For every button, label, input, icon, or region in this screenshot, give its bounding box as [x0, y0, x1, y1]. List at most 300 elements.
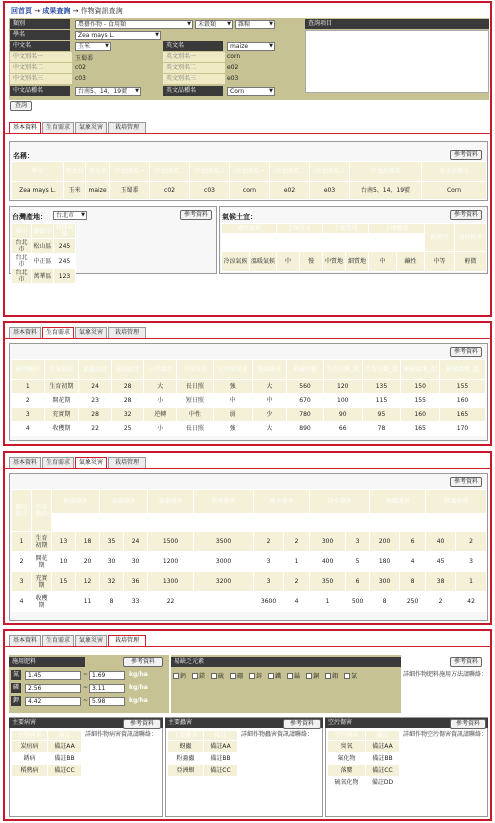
sci-name-select[interactable]: Zea mays L. ▼: [75, 31, 161, 40]
air-cell: 落塵: [328, 765, 366, 777]
weather-cell: 8: [100, 592, 124, 612]
soil-subheader: 評分: [250, 234, 277, 252]
growth-header: 生育日數_起: [323, 360, 362, 380]
names-cell: e03: [310, 182, 350, 200]
air-cell: 備註DD: [366, 777, 400, 789]
air-cell: 氟化物: [328, 753, 366, 765]
weather-cell: 35: [100, 532, 124, 552]
names-title: 名稱：: [13, 152, 34, 160]
deficiency-checkbox[interactable]: [173, 673, 179, 679]
names-header: 英文別名一: [230, 162, 270, 182]
names-header: 英文別名二: [270, 162, 310, 182]
growth-cell: 90: [323, 408, 362, 422]
area-cell: 台北市: [12, 269, 32, 284]
weather-cell: 2: [12, 552, 32, 572]
air-ref-button[interactable]: 參考資料: [450, 719, 486, 729]
tab-management[interactable]: 栽培管理: [108, 122, 146, 133]
weather-header: 焚風傷害: [426, 490, 487, 514]
area-select[interactable]: 台北市 ▼: [53, 211, 87, 220]
weather-cell: 32: [100, 572, 124, 592]
alias-en-3-value: e03: [227, 75, 239, 82]
growth-cell: 少: [252, 408, 287, 422]
tab-growth[interactable]: 生育需求: [42, 457, 74, 468]
growth-header: 最低溫度: [79, 360, 112, 380]
soil-title: 氣候土宜：: [222, 213, 257, 221]
names-cell: 台南5、14、19號: [350, 182, 422, 200]
deficiency-checkbox[interactable]: [306, 673, 312, 679]
area-header: 縣市: [12, 224, 32, 239]
weather-row: [12, 552, 487, 572]
tab-management[interactable]: 栽培管理: [108, 327, 146, 338]
pest-cell: 粉蝨蟲: [168, 753, 204, 765]
names-header: 英文品種名: [422, 162, 487, 182]
fert-k-min[interactable]: 4.42: [25, 697, 81, 706]
area-cell: 123: [54, 269, 76, 284]
fert-p-label: 磷: [13, 684, 20, 691]
growth-cell: 中: [213, 394, 252, 408]
deficiency-label: 氯: [351, 673, 358, 680]
alias-cn-3-value: c03: [75, 75, 86, 82]
weather-cell: 3500: [194, 532, 254, 552]
soil-cell: 溫暖氣候: [250, 252, 277, 272]
category-select[interactable]: 農藝作物 - 食用類 ▼: [75, 20, 193, 29]
growth-ref-button[interactable]: 參考資料: [450, 347, 482, 357]
growth-cell: 23: [79, 394, 112, 408]
weather-header: 淹水傷害: [254, 490, 310, 514]
growth-cell: 560: [287, 380, 324, 394]
fert-p-max[interactable]: 3.11: [89, 684, 125, 693]
fertilizer-title: 施用肥料: [9, 657, 85, 667]
pest-cell: 亞洲螟: [168, 765, 204, 777]
names-cell: maize: [86, 182, 110, 200]
weather-cell: 350: [310, 572, 346, 592]
alias-cn-3-label: 中文別名三: [10, 74, 72, 84]
deficiency-checkbox[interactable]: [192, 673, 198, 679]
fert-n-max[interactable]: 1.69: [89, 671, 125, 680]
weather-cell: 200: [370, 532, 400, 552]
tab-weather[interactable]: 氣象災害: [75, 635, 107, 646]
deficiency-checkbox[interactable]: [287, 673, 293, 679]
growth-cell: 逆轉: [144, 408, 177, 422]
weather-cell: 180: [370, 552, 400, 572]
alias-en-2-value: e02: [227, 64, 239, 71]
growth-cell: 165: [440, 408, 486, 422]
pest-header: 備註: [204, 731, 238, 741]
growth-cell: 28: [111, 380, 144, 394]
growth-cell: 長日照: [177, 422, 214, 436]
growth-cell: 大: [252, 380, 287, 394]
weather-cell: 36: [124, 572, 148, 592]
weather-cell: 42: [456, 592, 487, 612]
ename-select[interactable]: maize ▼: [227, 42, 275, 51]
growth-table: [11, 359, 486, 436]
weather-cell: 4: [12, 592, 32, 612]
area-ref-button[interactable]: 參考資料: [180, 210, 212, 220]
weather-cell: 3: [456, 552, 487, 572]
weather-cell: 24: [124, 532, 148, 552]
growth-header: 最高溫度: [111, 360, 144, 380]
air-cell: 臭氧: [328, 741, 366, 753]
disease-table: [11, 730, 82, 777]
weather-subheader: ≧(day): [346, 514, 370, 532]
soil-subheader: 評分: [346, 234, 369, 252]
category3-select[interactable]: 雜糧 ▼: [235, 20, 275, 29]
tab-bar-2: [5, 327, 490, 339]
area-cell: 台北市: [12, 239, 32, 254]
fert-p-unit: kg/ha: [129, 684, 148, 691]
weather-cell: [194, 592, 254, 612]
weather-cell: 1500: [148, 532, 194, 552]
deficiency-checkbox[interactable]: [211, 673, 217, 679]
deficiency-label: 鎂: [199, 673, 206, 680]
evar-label: 英文品種名: [163, 86, 223, 96]
weather-cell: 10: [52, 552, 76, 572]
weather-cell: 收穫期: [32, 592, 52, 612]
deficiency-checkbox[interactable]: [268, 673, 274, 679]
growth-cell: 115: [362, 394, 401, 408]
deficiency-checkbox[interactable]: [230, 673, 236, 679]
names-cell: e02: [270, 182, 310, 200]
breadcrumb-query-link[interactable]: 成果查詢: [42, 7, 71, 15]
weather-cell: 1200: [148, 552, 194, 572]
pest-ref-button[interactable]: 參考資料: [283, 719, 321, 729]
weather-row: [12, 572, 487, 592]
growth-cell: 32: [111, 408, 144, 422]
tab-bar-1: [5, 122, 490, 134]
area-title: 台灣產地：: [12, 213, 47, 221]
soil-subheader: 範疇: [369, 234, 397, 252]
fert-n-min[interactable]: 1.45: [25, 671, 81, 680]
soil-table: [221, 223, 487, 272]
growth-cell: 收穫期: [44, 422, 79, 436]
soil-subheader: 範疇: [323, 234, 346, 252]
area-cell: 245: [54, 254, 76, 269]
disease-title: 主要病害: [9, 718, 163, 728]
pest-cell: 備註CC: [204, 765, 238, 777]
pest-header: 主要蟲害: [168, 731, 204, 741]
disease-cell: 備註CC: [48, 765, 82, 777]
weather-cell: 3200: [194, 572, 254, 592]
weather-cell: 300: [370, 572, 400, 592]
weather-panel: [3, 451, 492, 625]
area-cell: 中正區: [32, 254, 54, 269]
pest-cell: 備註BB: [204, 753, 238, 765]
weather-cell: 6: [400, 532, 426, 552]
alias-en-2-label: 英文別名二: [163, 63, 225, 73]
weather-cell: 300: [310, 532, 346, 552]
fert-n-unit: kg/ha: [129, 671, 148, 678]
fert-n-dash: ~: [83, 671, 89, 678]
names-header: 中文名: [64, 162, 86, 182]
growth-cell: 3: [12, 408, 45, 422]
breadcrumb-current: 作物資訊查詢: [80, 7, 123, 15]
fert-k-unit: kg/ha: [129, 697, 148, 704]
weather-cell: 15: [52, 572, 76, 592]
tab-growth[interactable]: 生育需求: [42, 327, 74, 338]
growth-cell: 170: [440, 422, 486, 436]
names-cell: c02: [150, 182, 190, 200]
growth-header: 生育階段: [44, 360, 79, 380]
growth-cell: 670: [287, 394, 324, 408]
deficiency-checkbox[interactable]: [344, 673, 350, 679]
deficiency-label: 錳: [294, 673, 301, 680]
growth-header: 日夜溫差: [144, 360, 177, 380]
growth-cell: 短日照: [177, 394, 214, 408]
disease-cell: 炭疽病: [12, 741, 48, 753]
weather-header: 缺水傷害: [310, 490, 370, 514]
air-cell: 備註AA: [366, 741, 400, 753]
names-cell: 玉米: [64, 182, 86, 200]
disease-header: 主要病害: [12, 731, 48, 741]
weather-cell: 充實期: [32, 572, 52, 592]
alias-en-1-value: corn: [227, 53, 241, 60]
cname-label: 中文名: [10, 41, 70, 51]
weather-cell: 13: [52, 532, 76, 552]
weather-cell: 500: [346, 592, 370, 612]
growth-header: 累積溫度_起: [401, 360, 440, 380]
growth-cell: 100: [323, 394, 362, 408]
tab-basic[interactable]: 基本資料: [9, 635, 41, 646]
weather-cell: 2: [254, 532, 284, 552]
growth-cell: 2: [12, 394, 45, 408]
area-header: 栽種面積: [55, 224, 74, 238]
air-header: 備註: [366, 731, 400, 741]
growth-cell: 890: [287, 422, 324, 436]
soil-cell: 中: [369, 252, 397, 272]
deficiency-checkbox[interactable]: [325, 673, 331, 679]
weather-cell: 1300: [148, 572, 194, 592]
names-header: 英文名: [86, 162, 110, 182]
weather-cell: 1: [284, 552, 310, 572]
weather-cell: 2: [284, 532, 310, 552]
cvar-select[interactable]: 台南5、14、19號 ▼: [75, 87, 141, 96]
soil-cell: 中質地: [323, 252, 346, 272]
breadcrumb: [11, 6, 123, 16]
growth-cell: 中: [252, 394, 287, 408]
soil-header: 連作障害: [455, 224, 487, 252]
growth-row: [12, 422, 486, 436]
growth-cell: 78: [362, 422, 401, 436]
growth-cell: 160: [401, 408, 440, 422]
query-button[interactable]: 查詢: [10, 101, 32, 111]
growth-cell: 弱: [213, 408, 252, 422]
disease-cell: 備註AA: [48, 741, 82, 753]
weather-subheader: ≧(℃): [100, 514, 124, 532]
air-cell: 備註CC: [366, 765, 400, 777]
names-header: 中文別名一: [110, 162, 150, 182]
weather-cell: 8: [370, 592, 400, 612]
tab-weather[interactable]: 氣象災害: [75, 122, 107, 133]
pest-cell: 備註AA: [204, 741, 238, 753]
tab-basic[interactable]: 基本資料: [9, 122, 41, 133]
weather-cell: 生育初期: [32, 532, 52, 552]
category2-select[interactable]: 禾穀類 ▼: [195, 20, 233, 29]
cvar-label: 中文品種名: [10, 86, 70, 96]
weather-subheader: ≧(hr): [124, 514, 148, 532]
fertilizer-ref-button[interactable]: 參考資料: [123, 657, 163, 667]
deficiency-label: 鐵: [275, 673, 282, 680]
growth-cell: 28: [79, 408, 112, 422]
disease-ref-button[interactable]: 參考資料: [123, 719, 161, 729]
pest-cell: 蚜蟲: [168, 741, 204, 753]
query-items-box[interactable]: [305, 30, 489, 93]
area-cell: 松山區: [32, 239, 54, 254]
weather-header: 生育階段: [32, 490, 52, 532]
disease-header: 備註: [48, 731, 82, 741]
weather-cell: 2: [426, 592, 456, 612]
weather-subheader: ≧(hr): [284, 514, 310, 532]
growth-header: 生育日數_迄: [362, 360, 401, 380]
deficiency-checkbox[interactable]: [249, 673, 255, 679]
pest-note: 詳細作物蟲害資訊請聯絡：: [241, 731, 314, 738]
cname-select[interactable]: 玉米 ▼: [75, 42, 111, 51]
tab-bar-4: [5, 635, 490, 647]
weather-subheader: ≧(hr): [400, 514, 426, 532]
tab-growth[interactable]: 生育需求: [42, 635, 74, 646]
weather-cell: 3000: [194, 552, 254, 572]
weather-cell: 3: [346, 532, 370, 552]
tab-growth[interactable]: 生育需求: [42, 122, 74, 133]
weather-subheader: ≧(mm/hr): [148, 514, 194, 532]
evar-select[interactable]: Corn ▼: [227, 87, 275, 96]
growth-row: [12, 408, 486, 422]
weather-cell: 4: [284, 592, 310, 612]
weather-cell: 3: [12, 572, 32, 592]
weather-header: 階段順序: [12, 490, 32, 532]
weather-header: 低溫傷害: [52, 490, 100, 514]
deficiency-label: 鋅: [256, 673, 263, 680]
soil-cell: 鹼性: [397, 252, 425, 272]
alias-cn-2-label: 中文別名二: [10, 63, 72, 73]
pest-title: 主要蟲害: [165, 718, 323, 728]
basic-info-panel: [3, 1, 492, 317]
soil-header: 適宜氣候: [222, 224, 277, 234]
growth-cell: 強: [213, 422, 252, 436]
fert-p-min[interactable]: 2.56: [25, 684, 81, 693]
weather-cell: 6: [346, 572, 370, 592]
names-header: 中文別名三: [190, 162, 230, 182]
growth-cell: 66: [323, 422, 362, 436]
management-panel: [3, 629, 492, 821]
growth-cell: 小: [144, 422, 177, 436]
soil-header: 耐鹽性: [425, 224, 455, 252]
names-ref-button[interactable]: 參考資料: [450, 150, 482, 160]
air-cell: 備註BB: [366, 753, 400, 765]
soil-cell: 細質地: [346, 252, 369, 272]
fert-p-dash: ~: [83, 684, 89, 691]
weather-header: 豪雨傷害: [148, 490, 194, 514]
weather-cell: 20: [76, 552, 100, 572]
disease-note: 詳細作物病害資訊請聯絡：: [85, 731, 158, 738]
breadcrumb-sep: →: [72, 7, 79, 15]
soil-header: 土壤排水: [277, 224, 323, 234]
growth-cell: 大: [144, 380, 177, 394]
weather-ref-button[interactable]: 參考資料: [450, 477, 482, 487]
names-table: [11, 161, 487, 200]
weather-cell: 33: [124, 592, 148, 612]
tab-weather[interactable]: 氣象災害: [75, 327, 107, 338]
growth-cell: 155: [401, 394, 440, 408]
weather-cell: 250: [400, 592, 426, 612]
growth-cell: 150: [401, 380, 440, 394]
soil-cell: 中: [277, 252, 300, 272]
weather-subheader: ≧(mm/day): [194, 514, 254, 532]
sci-name-label: 學名: [10, 30, 70, 40]
names-header: 中文品種名: [350, 162, 422, 182]
fert-k-max[interactable]: 5.98: [89, 697, 125, 706]
tab-management[interactable]: 栽培管理: [108, 457, 146, 468]
soil-ref-button[interactable]: 參考資料: [450, 210, 482, 220]
soil-subheader: 評分: [300, 234, 323, 252]
weather-cell: 1: [12, 532, 32, 552]
alias-en-1-label: 英文別名一: [163, 52, 225, 62]
weather-cell: 22: [148, 592, 194, 612]
tab-weather[interactable]: 氣象災害: [75, 457, 107, 468]
weather-header: 高溫傷害: [100, 490, 148, 514]
growth-cell: 120: [323, 380, 362, 394]
growth-header: 日照需求: [177, 360, 214, 380]
growth-cell: 開花期: [44, 394, 79, 408]
tab-management[interactable]: 栽培管理: [108, 635, 146, 646]
breadcrumb-home-link[interactable]: 回首頁: [11, 7, 32, 15]
growth-header: 累積溫度_迄: [440, 360, 486, 380]
weather-cell: 開花期: [32, 552, 52, 572]
deficiency-title: 易缺乏元素: [171, 657, 401, 667]
tab-basic[interactable]: 基本資料: [9, 327, 41, 338]
fert-note-ref-button[interactable]: 參考資料: [450, 657, 482, 667]
weather-cell: 2: [284, 572, 310, 592]
weather-subheader: ≧(m/day): [310, 514, 346, 532]
ename-label: 英文名: [163, 41, 223, 51]
weather-subheader: ≧(℃): [52, 514, 76, 532]
growth-cell: 28: [111, 394, 144, 408]
pest-table: [167, 730, 238, 777]
disease-cell: 備註BB: [48, 753, 82, 765]
growth-cell: 135: [362, 380, 401, 394]
weather-header: 強風傷害: [370, 490, 426, 514]
weather-cell: 40: [426, 532, 456, 552]
soil-header: 土壤酸度: [369, 224, 425, 234]
weather-cell: 2: [456, 532, 487, 552]
growth-cell: 165: [401, 422, 440, 436]
disease-cell: 稻熱病: [12, 765, 48, 777]
growth-cell: 大: [252, 422, 287, 436]
air-cell: 硫氧化物: [328, 777, 366, 789]
growth-cell: 24: [79, 380, 112, 394]
tab-basic[interactable]: 基本資料: [9, 457, 41, 468]
weather-cell: 400: [310, 552, 346, 572]
weather-cell: 1: [310, 592, 346, 612]
weather-subheader: ≧(m/s): [370, 514, 400, 532]
growth-row: [12, 380, 486, 394]
weather-cell: 3600: [254, 592, 284, 612]
names-header: 中文別名二: [150, 162, 190, 182]
alias-cn-1-label: 中文別名一: [10, 52, 72, 62]
fert-n-label: 氮: [13, 671, 20, 678]
deficiency-label: 鉬: [332, 673, 339, 680]
growth-cell: 155: [440, 380, 486, 394]
deficiency-list: [173, 671, 399, 683]
air-title: 空污傷害: [325, 718, 488, 728]
deficiency-label: 鈣: [180, 673, 187, 680]
soil-cell: 輕微: [455, 252, 487, 272]
air-header: 空污傷害: [328, 731, 366, 741]
names-cell: 玉蜀黍: [110, 182, 150, 200]
query-items-label: 查詢項目: [305, 19, 489, 29]
weather-cell: 3: [254, 572, 284, 592]
weather-cell: 18: [76, 532, 100, 552]
growth-cell: 4: [12, 422, 45, 436]
